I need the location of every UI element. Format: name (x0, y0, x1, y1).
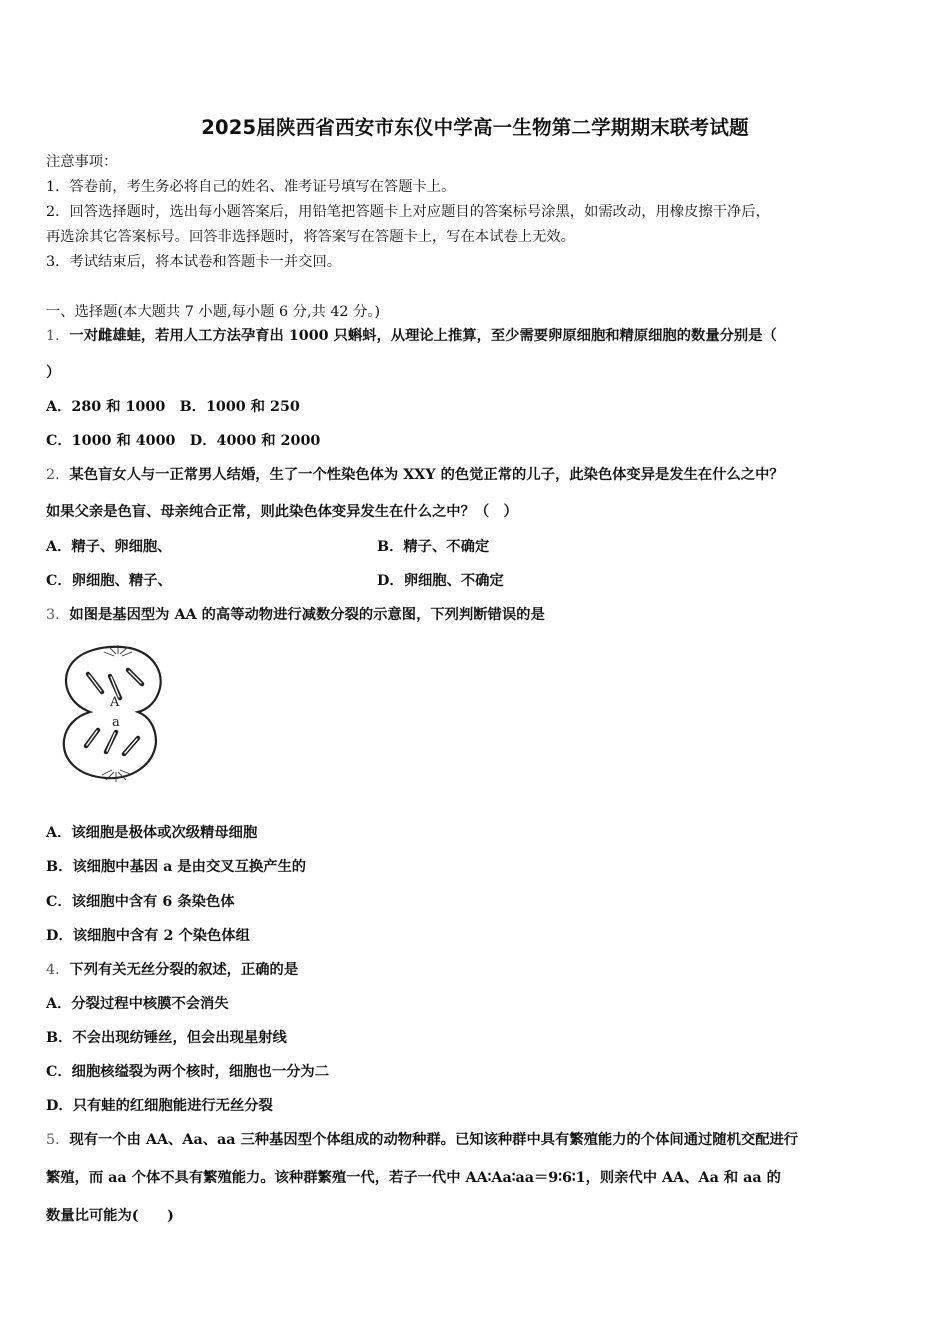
question-number: 2． (46, 467, 70, 483)
question-number: 3． (46, 607, 70, 623)
question-number: 1． (46, 328, 70, 344)
notice-item: 1．答卷前，考生务必将自己的姓名、准考证号填写在答题卡上。 (46, 179, 456, 195)
notice-item: 2．回答选择题时，选出每小题答案后，用铅笔把答题卡上对应题目的答案标号涂黑，如需改动，用橡皮擦干净后， (46, 204, 770, 220)
question-number: 4． (46, 962, 70, 978)
question-5-continuation: 数量比可能为( ) (46, 1208, 174, 1224)
option-c: C．细胞核缢裂为两个核时，细胞也一分为二 (46, 1064, 330, 1080)
option-a-text: A．精子、卵细胞、 (46, 539, 172, 555)
option-c: C．卵细胞、精子、 (46, 573, 172, 589)
question-text: 现有一个由 AA、Aa、aa 三种基因型个体组成的动物种群。已知该种群中具有繁殖能力的个体间通过随机交配进行 (69, 1132, 799, 1148)
option-b: B．精子、不确定 (377, 539, 490, 555)
question-1 (46, 326, 777, 346)
question-text: 如图是基因型为 AA 的高等动物进行减数分裂的示意图，下列判断错误的是 (69, 607, 545, 623)
cell-membrane (64, 647, 161, 778)
notice-item: 再选涂其它答案标号。回答非选择题时，将答案写在答题卡上，写在本试卷上无效。 (46, 229, 575, 245)
option-c-d: C．1000 和 4000 D．4000 和 2000 (46, 433, 321, 449)
gene-label-A: A (110, 695, 120, 710)
option-c: C．该细胞中含有 6 条染色体 (46, 894, 235, 910)
notice-heading: 注意事项： (46, 154, 118, 170)
question-text: 下列有关无丝分裂的叙述，正确的是 (69, 962, 299, 978)
option-a: A．该细胞是极体或次级精母细胞 (46, 825, 258, 841)
question-3 (46, 605, 545, 625)
question-1-continuation: ） (46, 365, 61, 381)
option-a: A．分裂过程中核膜不会消失 (46, 996, 229, 1012)
option-a-b: A．280 和 1000 B．1000 和 250 (46, 399, 300, 415)
question-2-continuation: 如果父亲是色盲、母亲纯合正常，则此染色体变异发生在什么之中？（ ） (46, 504, 518, 520)
question-4 (46, 960, 298, 980)
question-5 (46, 1130, 798, 1150)
section-heading: 一、选择题(本大题共 7 小题,每小题 6 分,共 42 分。) (46, 304, 381, 320)
page-title: 2025届陕西省西安市东仪中学高一生物第二学期期末联考试题 (201, 116, 749, 139)
question-text: 一对雌雄蛙，若用人工方法孕育出 1000 只蝌蚪，从理论上推算，至少需要卵原细胞和精原细胞的数量分别是（ (69, 328, 777, 344)
gene-label-a: a (112, 715, 120, 730)
question-5-continuation: 繁殖，而 aa 个体不具有繁殖能力。该种群繁殖一代，若子一代中 AA∶Aa∶aa＝9∶6∶1，则亲代中 AA、Aa 和 aa 的 (46, 1170, 781, 1186)
option-d: D．只有蛙的红细胞能进行无丝分裂 (46, 1098, 273, 1114)
option-d: D．卵细胞、不确定 (377, 573, 504, 589)
option-b: B．不会出现纺锤丝，但会出现星射线 (46, 1030, 287, 1046)
option-a (46, 537, 171, 557)
option-d: D．该细胞中含有 2 个染色体组 (46, 928, 250, 944)
question-number: 5． (46, 1132, 70, 1148)
option-b: B．该细胞中基因 a 是由交叉互换产生的 (46, 859, 307, 875)
cell-division-figure (58, 642, 168, 784)
question-text: 某色盲女人与一正常男人结婚，生了一个性染色体为 XXY 的色觉正常的儿子，此染色体变异是发生在什么之中？ (69, 467, 784, 483)
question-2 (46, 465, 784, 485)
notice-item: 3．考试结束后，将本试卷和答题卡一并交回。 (46, 254, 342, 270)
